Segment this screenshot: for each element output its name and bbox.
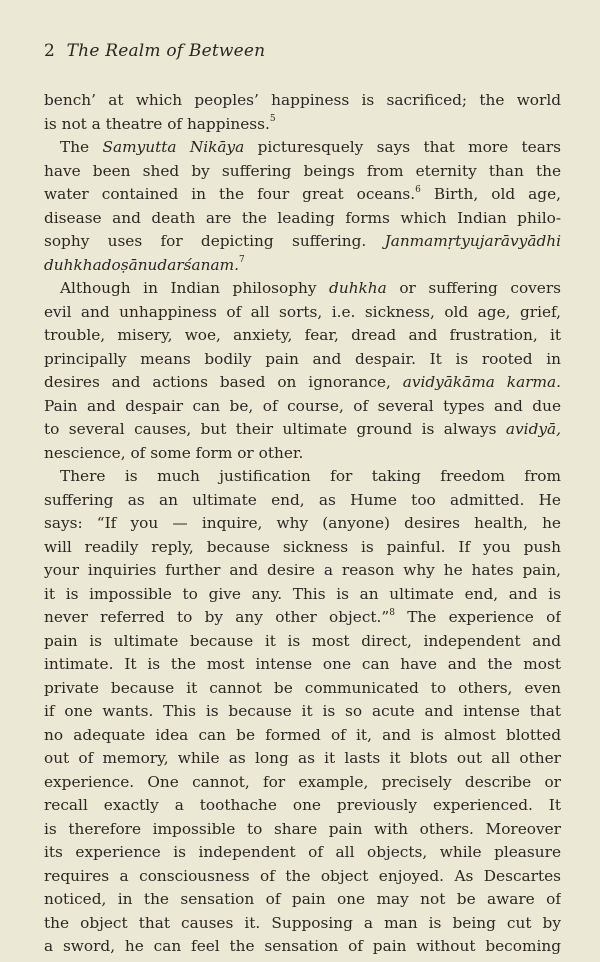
text-line [44,865,561,889]
text-line [44,888,561,912]
text-line [44,912,561,936]
text-line [44,818,561,842]
text-run: private because it cannot be communicated to others, even [44,678,561,697]
italic-term: duhkha [329,279,387,297]
text-line [44,724,561,748]
text-line [44,324,561,348]
text-run: says: “If you — inquire, why (anyone) desires health, he [44,514,561,532]
text-line [44,160,561,184]
text-line [44,348,561,372]
text-run: a sword, he can feel the sensation of pain without becoming [44,937,561,955]
text-run: nescience, of some form or other. [44,443,304,462]
text-run: intimate. It is the most intense one can have and the most [44,655,561,673]
text-line [44,465,561,489]
text-run: picturesquely says that more tears [244,138,561,156]
text-line [44,183,561,207]
text-line [44,747,561,771]
text-run: water contained in the four great oceans. [44,185,416,203]
text-run: no adequate idea can be formed of it, and is almost blotted [44,725,561,744]
text-line [44,794,561,818]
text-run: out of memory, while as long as it lasts it blots out all other [44,749,561,767]
text-run: its experience is independent of all objects, while pleasure [44,843,561,861]
text-line [44,136,561,160]
body-text [44,89,561,959]
text-line [44,207,561,231]
text-run: to several causes, but their ultimate ground is always [44,420,506,438]
text-run: Although in Indian philosophy [60,279,330,297]
text-line [44,489,561,513]
footnote-marker: 7 [238,255,245,266]
italic-term: avidyā, [505,420,561,438]
running-header [44,41,265,61]
text-line [44,113,561,137]
text-run: principally means bodily pain and despair. It is rooted in [44,349,561,368]
footnote-marker: 8 [389,607,395,618]
text-line [44,700,561,724]
text-run: evil and unhappiness of all sorts, i.e. sickness, old age, grief, [44,302,561,321]
text-run: The [60,138,103,156]
text-line [44,653,561,677]
text-run: never referred to by any other object.” [44,608,390,626]
text-line [44,771,561,795]
text-line [44,935,561,959]
text-run: experience. One cannot, for example, precisely describe or [44,772,561,791]
text-line [44,559,561,583]
text-run: if one wants. This is because it is so acute and intense that [44,702,561,720]
text-line [44,277,561,301]
text-line [44,583,561,607]
text-line [44,418,561,442]
text-line [44,512,561,536]
text-run: is therefore impossible to share pain with others. Moreover [44,819,561,838]
text-run: requires a consciousness of the object enjoyed. As Descartes [44,866,561,885]
text-run: is not a theatre of happiness. [44,114,270,133]
text-run: Birth, old age, [420,185,561,203]
text-run: There is much justification for taking freedom from [60,467,561,485]
text-line [44,606,561,630]
text-run: noticed, in the sensation of pain one may not be aware of [44,890,561,908]
page-number: 2 [44,41,56,61]
text-line [44,254,561,278]
text-run: it is impossible to give any. This is an ultimate end, and is [44,584,561,603]
text-line [44,301,561,325]
footnote-marker: 5 [269,114,276,125]
italic-term: avidyākāma karma. [402,373,561,391]
text-line [44,89,561,113]
text-line [44,630,561,654]
text-line [44,677,561,701]
italic-term: Samyutta Nikāya [102,138,245,156]
text-run: Pain and despair can be, of course, of several types and due [44,396,561,415]
text-run: desires and actions based on ignorance, [44,373,403,391]
italic-term: duhkhadoṣānudarśanam. [44,255,239,274]
text-run: The experience of [394,608,561,626]
text-line [44,371,561,395]
text-line [44,230,561,254]
text-line [44,536,561,560]
text-run: bench’ at which peoples’ happiness is sacrificed; the world [44,91,561,109]
text-line [44,442,561,466]
text-line [44,395,561,419]
text-run: or suffering covers [386,279,561,297]
text-run: suffering as an ultimate end, as Hume too admitted. He [44,490,561,509]
running-title: The Realm of Between [66,41,266,61]
text-run: will readily reply, because sickness is painful. If you push [44,537,561,556]
text-run: recall exactly a toothache one previously experienced. It [44,796,561,814]
text-run: pain is ultimate because it is most direct, independent and [44,631,561,650]
text-run: your inquiries further and desire a reason why he hates pain, [44,561,561,579]
text-run: sophy uses for depicting suffering. [44,232,385,250]
text-line [44,841,561,865]
footnote-marker: 6 [415,184,421,195]
text-run: have been shed by suffering beings from eternity than the [44,161,561,180]
text-run: the object that causes it. Supposing a man is being cut by [44,913,561,932]
italic-term: Janmamṛtyujarāvyādhi [384,232,561,250]
text-run: disease and death are the leading forms which Indian philo- [44,208,561,227]
text-run: trouble, misery, woe, anxiety, fear, dread and frustration, it [44,326,561,344]
